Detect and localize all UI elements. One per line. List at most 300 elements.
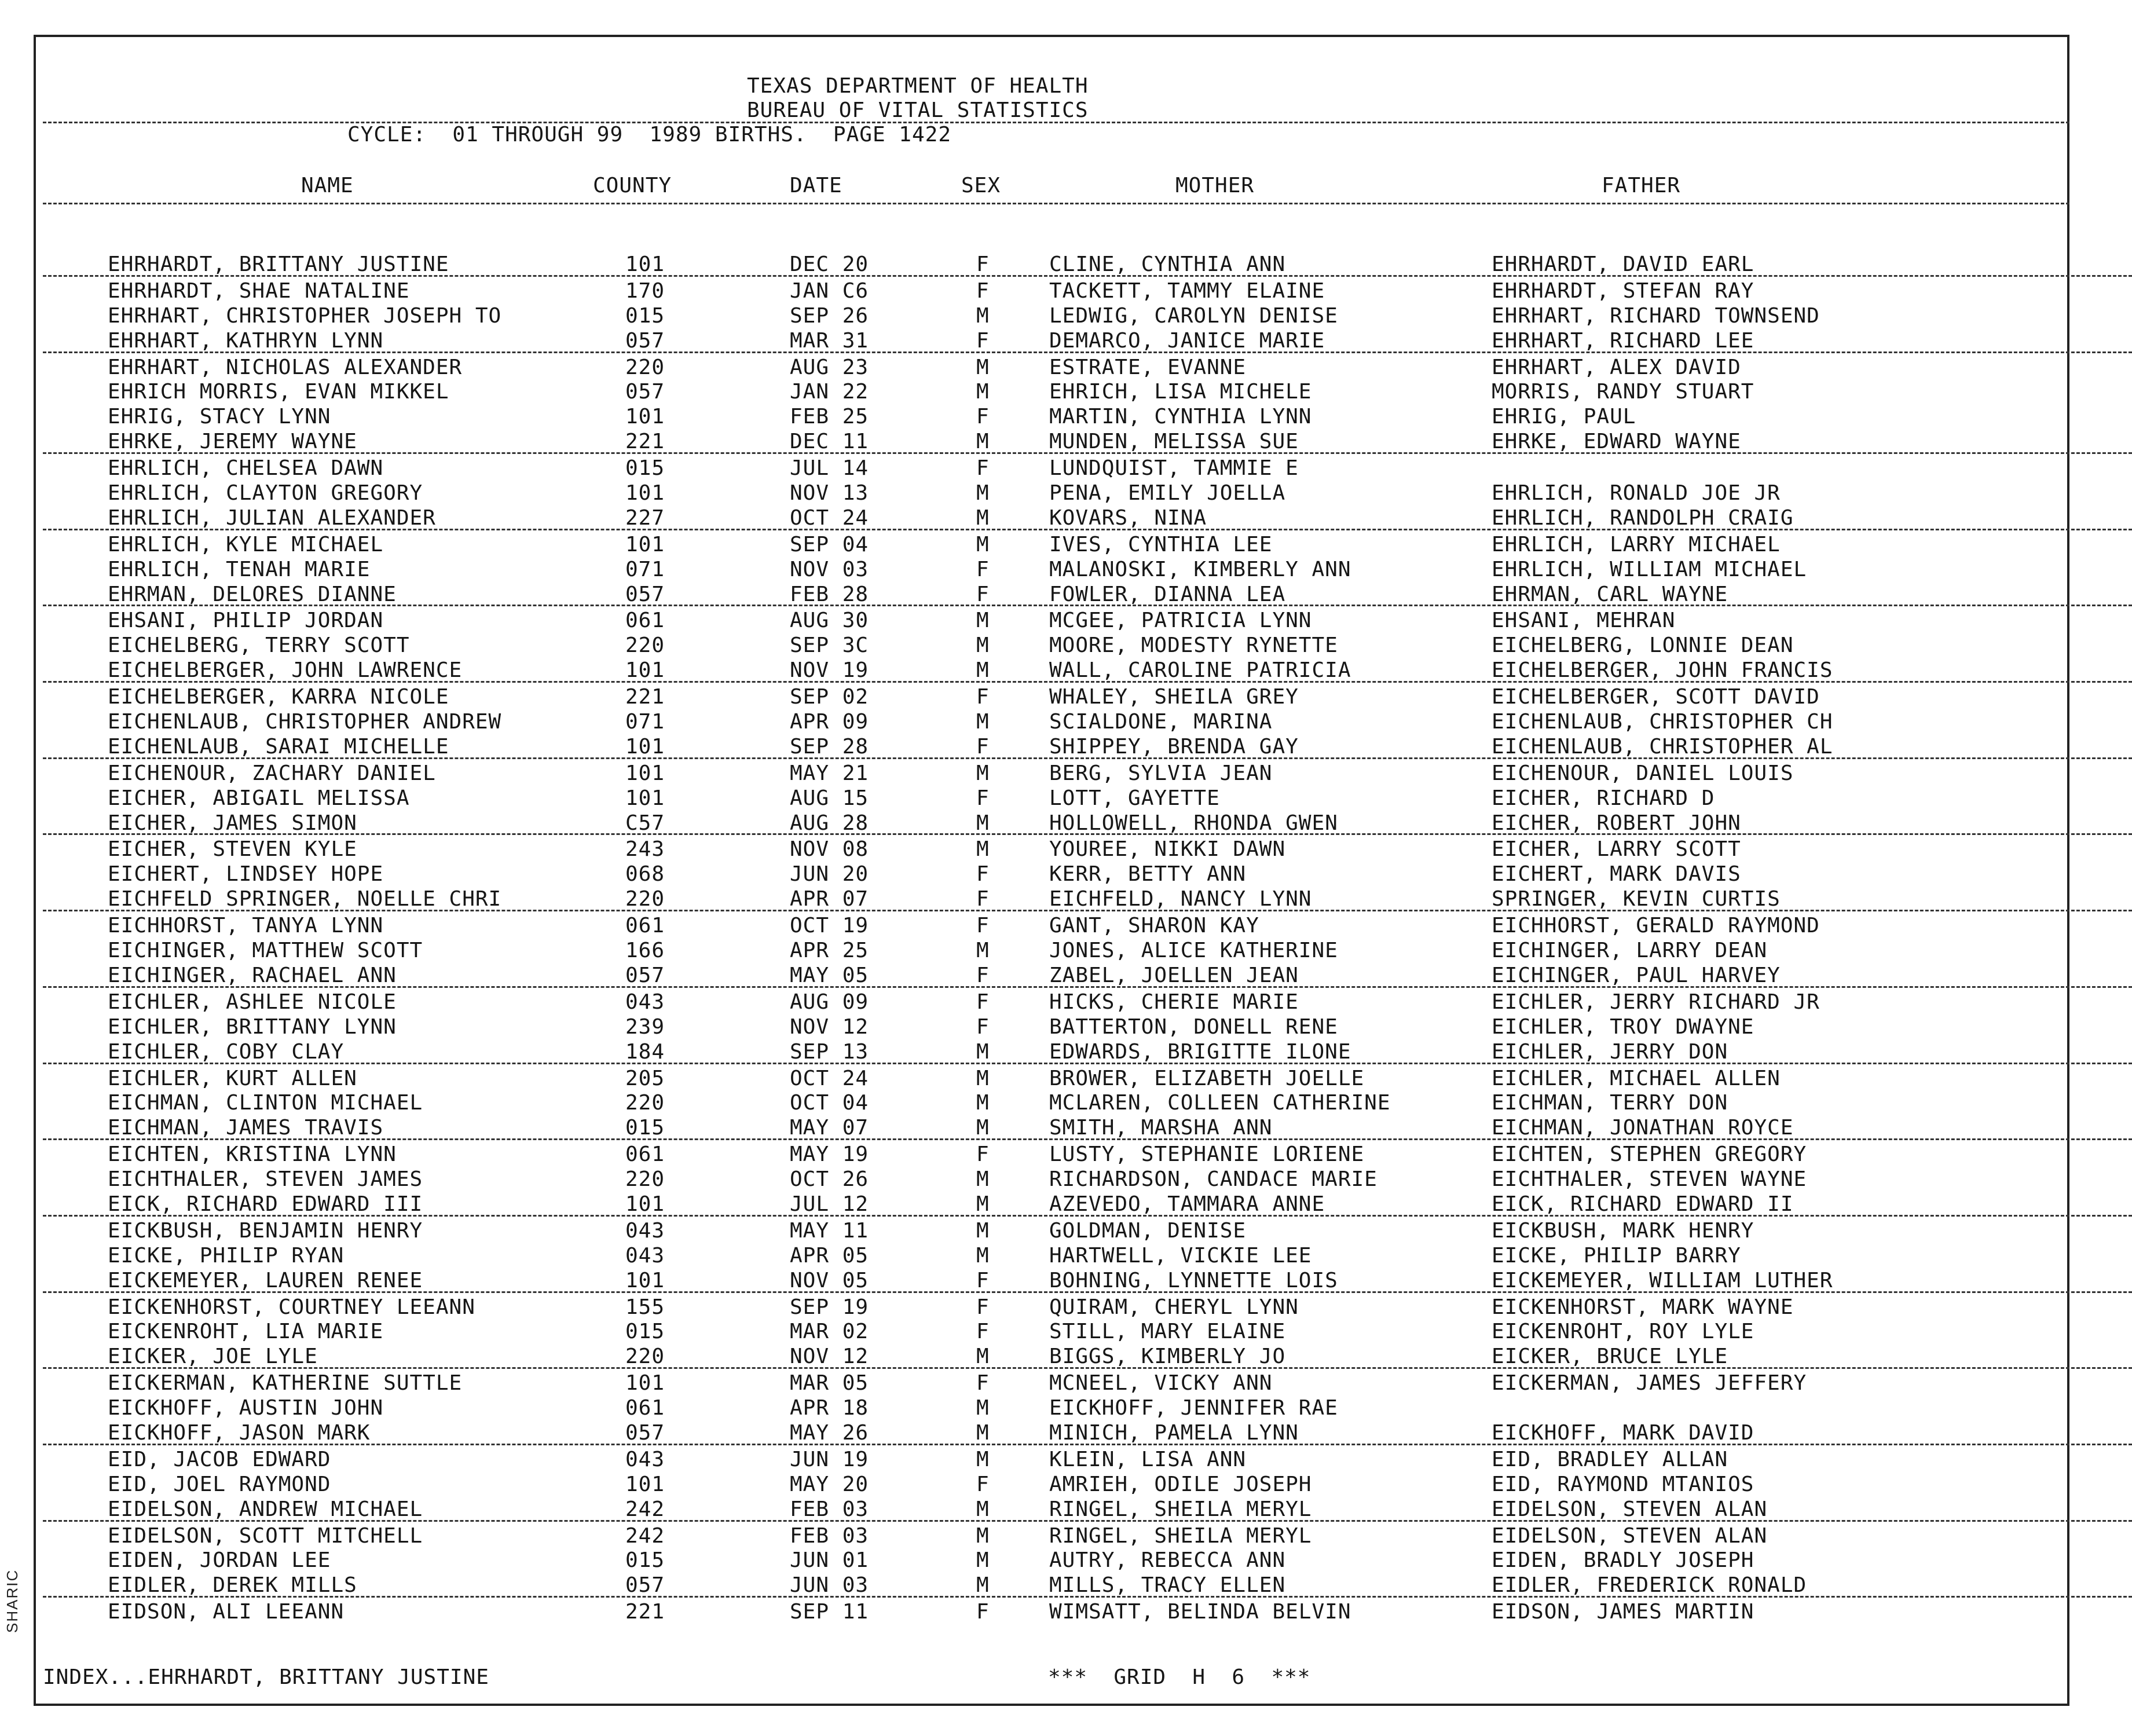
cell-sex: M <box>976 1345 990 1369</box>
cell-sex: F <box>976 734 990 759</box>
cell-father: EICHINGER, PAUL HARVEY <box>1492 963 1781 987</box>
cell-sex: F <box>976 685 990 709</box>
cell-mother: KLEIN, LISA ANN <box>1049 1447 1247 1471</box>
cell-name: EHRKE, JEREMY WAYNE <box>108 430 357 454</box>
cell-sex: M <box>976 1523 990 1548</box>
cell-name: EICHINGER, MATTHEW SCOTT <box>108 939 423 963</box>
cell-mother: WHALEY, SHEILA GREY <box>1049 685 1299 709</box>
cell-mother: LOTT, GAYETTE <box>1049 786 1220 810</box>
cell-mother: MOORE, MODESTY RYNETTE <box>1049 633 1338 658</box>
cell-name: EICHENLAUB, SARAI MICHELLE <box>108 734 449 759</box>
cell-date: APR 07 <box>790 887 869 911</box>
cell-county: 221 <box>625 1600 665 1624</box>
table-row <box>0 1546 2132 1571</box>
cell-date: MAY 21 <box>790 761 869 785</box>
cell-father: EICHMAN, JONATHAN ROYCE <box>1492 1116 1794 1140</box>
cell-name: EHRLICH, JULIAN ALEXANDER <box>108 506 436 530</box>
cell-father: EICHTEN, STEPHEN GREGORY <box>1492 1142 1807 1167</box>
cell-father: EICHELBERGER, JOHN FRANCIS <box>1492 658 1833 683</box>
header-divider <box>43 122 2069 123</box>
cell-mother: YOUREE, NIKKI DAWN <box>1049 837 1286 862</box>
cell-county: 101 <box>625 658 665 683</box>
cell-mother: CLINE, CYNTHIA ANN <box>1049 252 1286 276</box>
cell-sex: M <box>976 506 990 530</box>
cell-sex: M <box>976 658 990 683</box>
cell-date: JUN 01 <box>790 1548 869 1573</box>
cell-name: EHRIG, STACY LYNN <box>108 405 331 429</box>
cell-county: 170 <box>625 279 665 303</box>
cell-date: NOV 13 <box>790 481 869 506</box>
cell-date: AUG 30 <box>790 609 869 633</box>
cell-date: FEB 28 <box>790 582 869 606</box>
cell-county: 220 <box>625 1345 665 1369</box>
cell-county: 015 <box>625 1116 665 1140</box>
cell-sex: F <box>976 1320 990 1344</box>
cell-date: APR 05 <box>790 1243 869 1268</box>
cell-county: 242 <box>625 1497 665 1521</box>
cell-sex: M <box>976 380 990 404</box>
cell-name: EICHELBERGER, KARRA NICOLE <box>108 685 449 709</box>
table-row <box>0 302 2132 327</box>
table-row <box>0 1293 2132 1318</box>
cell-sex: M <box>976 1420 990 1445</box>
cell-county: 101 <box>625 1371 665 1396</box>
cell-name: EICHINGER, RACHAEL ANN <box>108 963 397 987</box>
cell-father: EHRLICH, RANDOLPH CRAIG <box>1492 506 1794 530</box>
cell-county: 101 <box>625 252 665 276</box>
table-row <box>0 1165 2132 1190</box>
cell-sex: F <box>976 328 990 353</box>
cell-name: EICHER, JAMES SIMON <box>108 811 357 835</box>
table-row <box>43 1038 2132 1064</box>
cell-sex: M <box>976 303 990 328</box>
cell-father: EICHLER, MICHAEL ALLEN <box>1492 1066 1781 1090</box>
cell-county: 184 <box>625 1039 665 1064</box>
table-row <box>0 1394 2132 1419</box>
cell-name: EICHTHALER, STEVEN JAMES <box>108 1167 423 1192</box>
cell-father: EICKBUSH, MARK HENRY <box>1492 1218 1754 1243</box>
cell-mother: PENA, EMILY JOELLA <box>1049 481 1286 506</box>
cell-sex: M <box>976 1548 990 1573</box>
cell-mother: MALANOSKI, KIMBERLY ANN <box>1049 557 1351 581</box>
cell-sex: F <box>976 252 990 276</box>
cell-mother: MARTIN, CYNTHIA LYNN <box>1049 405 1312 429</box>
cell-county: 155 <box>625 1295 665 1319</box>
cell-sex: M <box>976 1091 990 1115</box>
table-row <box>0 479 2132 504</box>
cell-father: EICHINGER, LARRY DEAN <box>1492 939 1768 963</box>
cell-father: EICKENROHT, ROY LYLE <box>1492 1320 1754 1344</box>
cell-name: EIDEN, JORDAN LEE <box>108 1548 331 1573</box>
cell-county: 043 <box>625 1447 665 1471</box>
cell-sex: F <box>976 456 990 481</box>
cell-date: NOV 03 <box>790 557 869 581</box>
column-header-mother: MOTHER <box>1175 174 1255 197</box>
cell-county: 057 <box>625 1573 665 1598</box>
column-header-sex: SEX <box>961 174 1001 197</box>
cell-father: EICHERT, MARK DAVIS <box>1492 862 1741 887</box>
cell-mother: FOWLER, DIANNA LEA <box>1049 582 1286 606</box>
cell-mother: TACKETT, TAMMY ELAINE <box>1049 279 1325 303</box>
cell-sex: M <box>976 1039 990 1064</box>
cell-date: AUG 23 <box>790 355 869 379</box>
cell-sex: F <box>976 1295 990 1319</box>
cell-date: DEC 20 <box>790 252 869 276</box>
cell-county: 057 <box>625 328 665 353</box>
cell-sex: M <box>976 1573 990 1598</box>
cell-county: 166 <box>625 939 665 963</box>
column-header-father: FATHER <box>1602 174 1681 197</box>
table-row <box>43 733 2132 759</box>
cell-mother: LUNDQUIST, TAMMIE E <box>1049 456 1299 481</box>
cell-county: 101 <box>625 481 665 506</box>
cell-father: EICKEMEYER, WILLIAM LUTHER <box>1492 1268 1833 1292</box>
cell-county: 205 <box>625 1066 665 1090</box>
cell-mother: HOLLOWELL, RHONDA GWEN <box>1049 811 1338 835</box>
table-row <box>43 1114 2132 1140</box>
table-row <box>0 1089 2132 1114</box>
table-row <box>0 530 2132 555</box>
cell-father: EIDSON, JAMES MARTIN <box>1492 1600 1754 1624</box>
cell-sex: M <box>976 1447 990 1471</box>
cell-date: JAN C6 <box>790 279 869 303</box>
cell-county: 061 <box>625 1142 665 1167</box>
cell-father: EICHENOUR, DANIEL LOUIS <box>1492 761 1794 785</box>
cell-name: EICHFELD SPRINGER, NOELLE CHRI <box>108 887 502 911</box>
cell-mother: ESTRATE, EVANNE <box>1049 355 1247 379</box>
cell-mother: DEMARCO, JANICE MARIE <box>1049 328 1325 353</box>
cell-name: EICKENROHT, LIA MARIE <box>108 1320 384 1344</box>
table-row <box>0 1317 2132 1342</box>
cell-county: 239 <box>625 1015 665 1039</box>
cell-name: EHSANI, PHILIP JORDAN <box>108 609 384 633</box>
table-row <box>43 809 2132 836</box>
cell-sex: M <box>976 532 990 556</box>
cell-date: APR 25 <box>790 939 869 963</box>
cell-county: 071 <box>625 557 665 581</box>
table-row <box>43 1571 2132 1598</box>
table-row <box>43 656 2132 683</box>
cell-name: EICKE, PHILIP RYAN <box>108 1243 345 1268</box>
header-title: TEXAS DEPARTMENT OF HEALTH <box>747 74 1089 98</box>
cell-name: EICKEMEYER, LAUREN RENEE <box>108 1268 423 1292</box>
cell-date: MAY 19 <box>790 1142 869 1167</box>
cell-name: EHRHARDT, BRITTANY JUSTINE <box>108 252 449 276</box>
cell-name: EICHHORST, TANYA LYNN <box>108 914 384 938</box>
cell-date: MAY 07 <box>790 1116 869 1140</box>
table-row <box>0 784 2132 809</box>
cell-date: NOV 19 <box>790 658 869 683</box>
cell-county: 220 <box>625 355 665 379</box>
cell-sex: F <box>976 963 990 987</box>
cell-name: EIDLER, DEREK MILLS <box>108 1573 357 1598</box>
cell-father: EICHER, RICHARD D <box>1492 786 1715 810</box>
cell-sex: F <box>976 914 990 938</box>
header-bureau: BUREAU OF VITAL STATISTICS <box>747 98 1089 122</box>
cell-date: JUN 03 <box>790 1573 869 1598</box>
cell-name: EICKHOFF, JASON MARK <box>108 1420 371 1445</box>
cell-name: EICHER, ABIGAIL MELISSA <box>108 786 410 810</box>
cell-father: EHRMAN, CARL WAYNE <box>1492 582 1728 606</box>
cell-father: EHRHART, ALEX DAVID <box>1492 355 1741 379</box>
table-row <box>0 402 2132 427</box>
cell-name: EID, JACOB EDWARD <box>108 1447 331 1471</box>
cell-county: 227 <box>625 506 665 530</box>
cell-father: EID, BRADLEY ALLAN <box>1492 1447 1728 1471</box>
cell-father: EHRLICH, RONALD JOE JR <box>1492 481 1781 506</box>
table-row <box>0 1445 2132 1470</box>
footer-index: INDEX...EHRHARDT, BRITTANY JUSTINE <box>43 1665 489 1689</box>
cell-county: 101 <box>625 1192 665 1216</box>
cell-date: AUG 09 <box>790 990 869 1014</box>
cell-name: EICHTEN, KRISTINA LYNN <box>108 1142 397 1167</box>
cell-mother: BIGGS, KIMBERLY JO <box>1049 1345 1286 1369</box>
cell-father: EICHMAN, TERRY DON <box>1492 1091 1728 1115</box>
footer-grid: *** GRID H 6 *** <box>1048 1665 1311 1689</box>
cell-date: JUN 19 <box>790 1447 869 1471</box>
cell-date: DEC 11 <box>790 430 869 454</box>
cell-date: MAY 26 <box>790 1420 869 1445</box>
cell-sex: M <box>976 1243 990 1268</box>
cell-date: OCT 24 <box>790 1066 869 1090</box>
cell-date: SEP 28 <box>790 734 869 759</box>
cell-father: EIDEN, BRADLY JOSEPH <box>1492 1548 1754 1573</box>
table-row <box>0 1140 2132 1165</box>
cell-name: EICHLER, ASHLEE NICOLE <box>108 990 397 1014</box>
cell-mother: HARTWELL, VICKIE LEE <box>1049 1243 1312 1268</box>
cell-county: 043 <box>625 990 665 1014</box>
cell-name: EHRLICH, KYLE MICHAEL <box>108 532 384 556</box>
cell-father: EHRLICH, LARRY MICHAEL <box>1492 532 1781 556</box>
cell-father: EIDLER, FREDERICK RONALD <box>1492 1573 1807 1598</box>
cell-date: FEB 25 <box>790 405 869 429</box>
cell-county: 043 <box>625 1218 665 1243</box>
cell-mother: AMRIEH, ODILE JOSEPH <box>1049 1472 1312 1496</box>
cell-mother: WIMSATT, BELINDA BELVIN <box>1049 1600 1351 1624</box>
cell-name: EICHLER, KURT ALLEN <box>108 1066 357 1090</box>
cell-name: EID, JOEL RAYMOND <box>108 1472 331 1496</box>
cell-sex: M <box>976 633 990 658</box>
table-row <box>0 454 2132 479</box>
cell-father: EHRKE, EDWARD WAYNE <box>1492 430 1741 454</box>
cell-date: SEP 02 <box>790 685 869 709</box>
cell-mother: LEDWIG, CAROLYN DENISE <box>1049 303 1338 328</box>
cell-county: 101 <box>625 405 665 429</box>
cell-mother: RINGEL, SHEILA MERYL <box>1049 1497 1312 1521</box>
cell-mother: KERR, BETTY ANN <box>1049 862 1247 887</box>
cell-name: EIDELSON, SCOTT MITCHELL <box>108 1523 423 1548</box>
cell-county: 068 <box>625 862 665 887</box>
table-row <box>43 1190 2132 1217</box>
cell-father: EIDELSON, STEVEN ALAN <box>1492 1497 1768 1521</box>
cell-father: EICHENLAUB, CHRISTOPHER CH <box>1492 710 1833 734</box>
cell-county: 242 <box>625 1523 665 1548</box>
cell-sex: M <box>976 481 990 506</box>
cell-county: 220 <box>625 887 665 911</box>
cell-father: EID, RAYMOND MTANIOS <box>1492 1472 1754 1496</box>
cell-date: MAY 05 <box>790 963 869 987</box>
cell-name: EHRHART, CHRISTOPHER JOSEPH TO <box>108 303 502 328</box>
cell-father: SPRINGER, KEVIN CURTIS <box>1492 887 1781 911</box>
table-row <box>0 835 2132 860</box>
table-row <box>43 1419 2132 1445</box>
cell-father: EIDELSON, STEVEN ALAN <box>1492 1523 1768 1548</box>
cell-name: EIDELSON, ANDREW MICHAEL <box>108 1497 423 1521</box>
cell-date: AUG 15 <box>790 786 869 810</box>
cell-sex: F <box>976 862 990 887</box>
cell-sex: M <box>976 837 990 862</box>
cell-mother: MCNEEL, VICKY ANN <box>1049 1371 1273 1396</box>
table-row <box>0 759 2132 784</box>
table-row <box>0 860 2132 885</box>
cell-county: 101 <box>625 532 665 556</box>
table-row <box>0 1369 2132 1394</box>
cell-sex: M <box>976 355 990 379</box>
cell-county: C57 <box>625 811 665 835</box>
cell-county: 057 <box>625 1420 665 1445</box>
cell-mother: STILL, MARY ELAINE <box>1049 1320 1286 1344</box>
cell-mother: QUIRAM, CHERYL LYNN <box>1049 1295 1299 1319</box>
cell-sex: F <box>976 405 990 429</box>
cell-county: 220 <box>625 1167 665 1192</box>
table-row <box>0 1522 2132 1547</box>
column-header-divider <box>43 203 2069 204</box>
cell-mother: RICHARDSON, CANDACE MARIE <box>1049 1167 1378 1192</box>
cell-date: SEP 04 <box>790 532 869 556</box>
cell-date: OCT 24 <box>790 506 869 530</box>
table-row <box>0 936 2132 961</box>
cell-father: EICKE, PHILIP BARRY <box>1492 1243 1741 1268</box>
cell-name: EHRLICH, CHELSEA DAWN <box>108 456 384 481</box>
cell-name: EHRMAN, DELORES DIANNE <box>108 582 397 606</box>
cell-mother: RINGEL, SHEILA MERYL <box>1049 1523 1312 1548</box>
cell-name: EHRHART, KATHRYN LYNN <box>108 328 384 353</box>
cell-sex: F <box>976 1015 990 1039</box>
cell-county: 101 <box>625 1268 665 1292</box>
table-row <box>0 1470 2132 1495</box>
cell-date: OCT 19 <box>790 914 869 938</box>
table-row <box>0 988 2132 1013</box>
cell-date: SEP 11 <box>790 1600 869 1624</box>
cell-county: 057 <box>625 582 665 606</box>
column-header-name: NAME <box>301 174 354 197</box>
cell-sex: M <box>976 1497 990 1521</box>
cell-date: MAY 11 <box>790 1218 869 1243</box>
cell-mother: BERG, SYLVIA JEAN <box>1049 761 1273 785</box>
table-row <box>0 708 2132 733</box>
cell-father: EICHER, ROBERT JOHN <box>1492 811 1741 835</box>
cell-name: EHRICH MORRIS, EVAN MIKKEL <box>108 380 449 404</box>
cell-mother: ZABEL, JOELLEN JEAN <box>1049 963 1299 987</box>
cell-mother: GOLDMAN, DENISE <box>1049 1218 1247 1243</box>
table-row <box>0 1241 2132 1266</box>
table-row <box>0 378 2132 402</box>
cell-name: EHRLICH, TENAH MARIE <box>108 557 371 581</box>
cell-mother: MUNDEN, MELISSA SUE <box>1049 430 1299 454</box>
table-row <box>43 250 2132 277</box>
cell-date: APR 09 <box>790 710 869 734</box>
cell-sex: M <box>976 811 990 835</box>
cell-name: EICHERT, LINDSEY HOPE <box>108 862 384 887</box>
cell-name: EICKBUSH, BENJAMIN HENRY <box>108 1218 423 1243</box>
cell-sex: M <box>976 430 990 454</box>
table-row <box>0 1013 2132 1038</box>
cell-mother: SMITH, MARSHA ANN <box>1049 1116 1273 1140</box>
cell-date: MAR 31 <box>790 328 869 353</box>
cell-name: EICKER, JOE LYLE <box>108 1345 318 1369</box>
cell-father: EICKENHORST, MARK WAYNE <box>1492 1295 1794 1319</box>
cell-sex: M <box>976 1167 990 1192</box>
cell-father: EICHLER, JERRY DON <box>1492 1039 1728 1064</box>
cell-county: 101 <box>625 786 665 810</box>
cell-date: JUL 14 <box>790 456 869 481</box>
cell-name: EICHLER, COBY CLAY <box>108 1039 345 1064</box>
table-row <box>43 1495 2132 1522</box>
cell-county: 071 <box>625 710 665 734</box>
cell-date: NOV 08 <box>790 837 869 862</box>
cell-mother: SCIALDONE, MARINA <box>1049 710 1273 734</box>
cell-sex: F <box>976 1472 990 1496</box>
table-row <box>43 580 2132 607</box>
cell-date: NOV 05 <box>790 1268 869 1292</box>
cell-mother: GANT, SHARON KAY <box>1049 914 1259 938</box>
cell-father: EHRHART, RICHARD TOWNSEND <box>1492 303 1820 328</box>
cell-date: FEB 03 <box>790 1523 869 1548</box>
cell-county: 101 <box>625 734 665 759</box>
cell-father: EICHELBERGER, SCOTT DAVID <box>1492 685 1820 709</box>
cell-father: EICKER, BRUCE LYLE <box>1492 1345 1728 1369</box>
cell-sex: F <box>976 887 990 911</box>
cell-name: EICHER, STEVEN KYLE <box>108 837 357 862</box>
cell-father: EICHHORST, GERALD RAYMOND <box>1492 914 1820 938</box>
cell-county: 243 <box>625 837 665 862</box>
cell-mother: IVES, CYNTHIA LEE <box>1049 532 1273 556</box>
cell-sex: M <box>976 1116 990 1140</box>
cell-name: EICHELBERG, TERRY SCOTT <box>108 633 410 658</box>
cell-father: EICKERMAN, JAMES JEFFERY <box>1492 1371 1807 1396</box>
cell-mother: BOHNING, LYNNETTE LOIS <box>1049 1268 1338 1292</box>
cell-father: EICHELBERG, LONNIE DEAN <box>1492 633 1794 658</box>
cell-sex: M <box>976 761 990 785</box>
cell-sex: F <box>976 1142 990 1167</box>
cell-mother: EICKHOFF, JENNIFER RAE <box>1049 1396 1338 1420</box>
cell-father: EHSANI, MEHRAN <box>1492 609 1676 633</box>
cell-name: EICK, RICHARD EDWARD III <box>108 1192 423 1216</box>
cell-sex: F <box>976 1268 990 1292</box>
side-label: SHARIC <box>3 1569 21 1633</box>
cell-name: EICKENHORST, COURTNEY LEEANN <box>108 1295 475 1319</box>
cell-mother: WALL, CAROLINE PATRICIA <box>1049 658 1351 683</box>
cell-father: EICHLER, TROY DWAYNE <box>1492 1015 1754 1039</box>
cell-date: SEP 13 <box>790 1039 869 1064</box>
column-header-county: COUNTY <box>593 174 672 197</box>
cell-mother: BATTERTON, DONELL RENE <box>1049 1015 1338 1039</box>
cell-sex: F <box>976 279 990 303</box>
cell-date: AUG 28 <box>790 811 869 835</box>
cell-county: 221 <box>625 430 665 454</box>
cell-county: 057 <box>625 380 665 404</box>
cell-county: 061 <box>625 914 665 938</box>
table-row <box>43 327 2132 353</box>
cell-mother: EHRICH, LISA MICHELE <box>1049 380 1312 404</box>
table-row <box>0 353 2132 378</box>
cell-date: MAY 20 <box>790 1472 869 1496</box>
cell-father: EICKHOFF, MARK DAVID <box>1492 1420 1754 1445</box>
table-row <box>43 961 2132 988</box>
table-row <box>0 606 2132 631</box>
cell-county: 220 <box>625 633 665 658</box>
cell-father: EICHLER, JERRY RICHARD JR <box>1492 990 1820 1014</box>
